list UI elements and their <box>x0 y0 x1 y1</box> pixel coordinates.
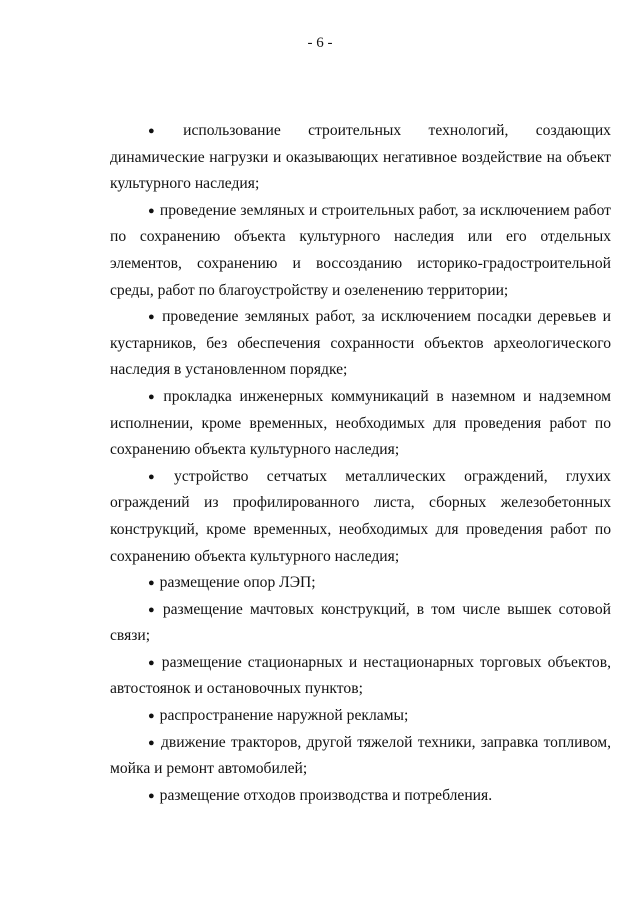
bullet-icon: ● <box>148 125 179 137</box>
list-item-text: размещение отходов производства и потребления. <box>159 786 493 804</box>
bullet-icon: ● <box>148 710 155 723</box>
list-item-text: проведение земляных работ, за исключением посадки деревьев и кустарников, без обеспечения сохранности объектов археологического наследия в установленном порядке; <box>110 308 611 379</box>
bullet-icon: ● <box>148 390 159 403</box>
list-item <box>110 118 611 198</box>
bullet-icon: ● <box>148 577 155 590</box>
bullet-icon: ● <box>148 311 158 324</box>
page-number: - 6 - <box>307 35 333 51</box>
list-item <box>110 730 611 783</box>
list-item-text: проведение земляных и строительных работ, за исключением работ по сохранению объекта культурного наследия или его отдельных элементов, сохранению и воссозданию историко-градостроительной среды, работ по благоустройству и озеленению территории; <box>110 201 611 299</box>
bullet-icon: ● <box>148 603 158 616</box>
bullet-icon: ● <box>148 470 170 483</box>
list-item-text: размещение мачтовых конструкций, в том числе вышек сотовой связи; <box>110 600 611 645</box>
list-item <box>110 464 611 570</box>
list-item-text: использование строительных технологий, создающих динамические нагрузки и оказывающих негативное воздействие на объект культурного наследия; <box>110 122 611 193</box>
bullet-icon: ● <box>148 789 155 802</box>
list-item <box>110 597 611 650</box>
list-item <box>110 384 611 464</box>
list-item-text: размещение опор ЛЭП; <box>159 574 316 592</box>
list-item <box>110 198 611 304</box>
bullet-icon: ● <box>148 736 156 749</box>
bullet-icon: ● <box>148 204 155 217</box>
list-item-text: устройство сетчатых металлических ограждений, глухих ограждений из профилированного листа, сборных железобетонных конструкций, кроме временных, необходимых для проведения работ по сохранению объекта культурного наследия; <box>110 467 611 565</box>
list-item-text: движение тракторов, другой тяжелой техники, заправка топливом, мойка и ремонт автомобилей; <box>110 733 611 778</box>
restrictions-list <box>110 118 611 809</box>
list-item <box>110 783 611 810</box>
list-item <box>110 650 611 703</box>
list-item <box>110 304 611 384</box>
list-item-text: размещение стационарных и нестационарных торговых объектов, автостоянок и остановочных пунктов; <box>110 653 611 698</box>
list-item <box>110 703 611 730</box>
list-item-text: прокладка инженерных коммуникаций в наземном и надземном исполнении, кроме временных, необходимых для проведения работ по сохранению объекта культурного наследия; <box>110 387 611 459</box>
list-item <box>110 570 611 597</box>
bullet-icon: ● <box>148 656 157 669</box>
list-item-text: распространение наружной рекламы; <box>159 707 409 725</box>
